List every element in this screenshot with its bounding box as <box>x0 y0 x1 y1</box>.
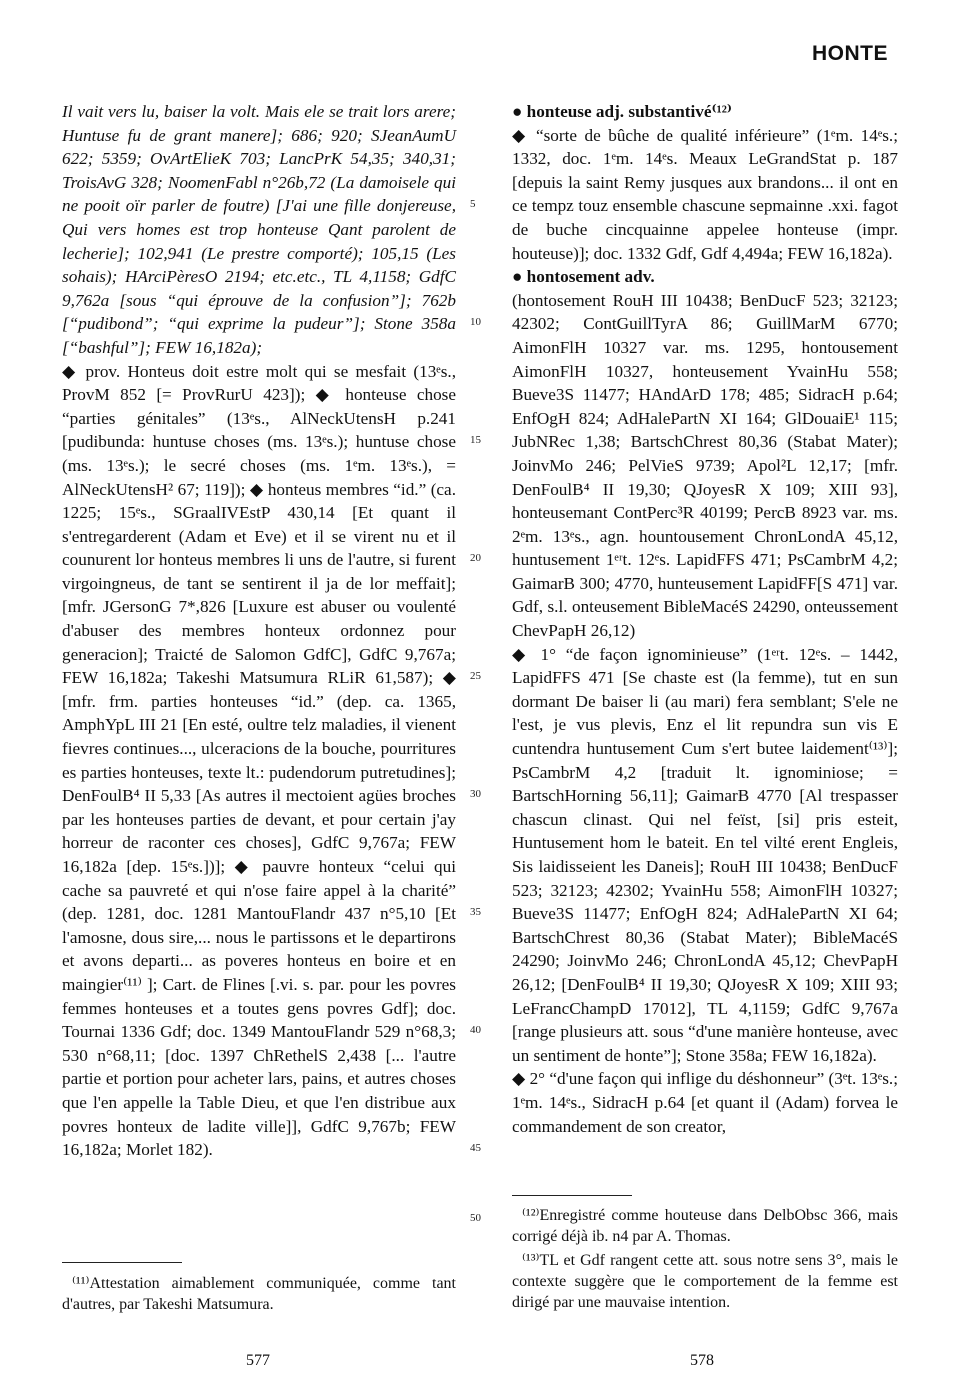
footnote-13: ⁽¹³⁾TL et Gdf rangent cette att. sous notre sens 3°, mais le contexte suggère que le comportement de la femme est dirigé par une mauvaise intention. <box>512 1252 898 1311</box>
entry-body-honteuse: ◆ “sorte de bûche de qualité inférieure” (1ᵉm. 14ᵉs.; 1332, doc. 1ᵉm. 14ᵉs. Meaux LeGrandStat p. 187 [depuis la saint Remy jusques aux brandons... il ont en ce tempz touz ensemble chascune sepmainne .xxi. fagot de buche cincquainne appelee honteuse (impr. houteuse)]; doc. 1332 Gdf, Gdf 4,494a; FEW 16,182a). <box>512 125 898 263</box>
right-column <box>512 100 898 1138</box>
line-number: 25 <box>470 670 481 682</box>
line-number: 20 <box>470 552 481 564</box>
footnote-11: ⁽¹¹⁾Attestation aimablement communiquée, comme tant d'autres, par Takeshi Matsumura. <box>62 1275 456 1313</box>
running-head: HONTE <box>812 42 888 65</box>
left-paragraph-2: ◆ prov. Honteus doit estre molt qui se mesfait (13ᵉs., ProvM 852 [= ProvRurU 423]); ◆ honteuse chose “parties génitales” (13ᵉs., AlNeckUtensH p.241 [pudibunda: huntuse choses (ms. 13ᵉs.); huntuse chose (ms. 13ᵉs.); le secré choses (ms. 1ᵉm. 13ᵉs.), = AlNeckUtensH² 67; 119]); ◆ honteus membres “id.” (ca. 1225; 15ᵉs., SGraalIVEstP 430,14 [Et quant il s'entregarderent (Adam et Eve) et il se virent nu et il counurent lor honteus membres li uns de l'autre, si furent virgoingneus, de tant se sentirent il ja de lor meffait]; [mfr. JGersonG 7*,826 [Luxure est abuser ou voulenté d'abuser des membres honteux ordonnez pour generacion]; Traicté de Salomon GdfC], GdfC 9,767a; FEW 16,182a; Takeshi Matsumura RLiR 61,587); ◆ [mfr. frm. parties honteuses “id.” (dep. ca. 1365, AmphYpL III 21 [En esté, oultre telz maladies, il vienent fievres continues..., ulceracions de la bouche, pourritures es parties honteuses, texte lt.: pudendorum putretudines]; DenFoulB⁴ II 5,33 [As autres il mectoient agües broches par les honteuses parties de devant, et pour certain j'ay horreur de raconter ces choses], GdfC 9,767a; FEW 16,182a [dep. 15ᵉs.])]; ◆ pauvre honteux “celui qui cache sa pauvreté et qui n'ose faire appel à la charité” (dep. 1281, doc. 1281 MantouFlandr 437 n°5,10 [Et l'amosne, dous sire,... nous le partissons et le departirons et avons departi... as poveres honteus en boire et en maingier⁽¹¹⁾ ]; Cart. de Flines [.vi. s. par. pour les povres femmes honteuses et a toutes gens povres Gdf]; doc. Tournai 1336 Gdf; doc. 1349 MantouFlandr 529 n°68,3; 530 n°68,11; [doc. 1397 ChRethelS 2,438 [... l'autre partie et portion pour acheter lars, pains, et autres choses que l'en appelle la Table Dieu, et que l'en distribue aux povres honteux de ladite ville]], GdfC 9,767b; FEW 16,182a; Morlet 182). <box>62 361 456 1160</box>
left-paragraph-1: Il vait vers lu, baiser la volt. Mais ele se trait lors arere; Huntuse fu de grant manere]; 686; 920; SJeanAumU 622; 5359; OvArtElieK 703; LancPrK 54,35; 340,31; TroisAvG 328; NoomenFabl n°26b,72 (La damoisele qui ne pooit oïr parler de foutre) [J'ai une fille donjereuse, Qui vers homes est trop honteuse Qant parolent de lecherie]; 102,941 (Le prestre comporté); 105,15 (Les sohais); HArciPèresO 2194; etc.etc., TL 4,1158; GdfC 9,762a [sous “qui éprouve de la confusion”]; 762b [“pudibond”; “qui exprime la pudeur”]; Stone 358a [“bashful”]; FEW 16,182a); <box>62 102 456 357</box>
entry-heading-hontosement: ● hontosement adv. <box>512 267 655 287</box>
sense-2: ◆ 2° “d'une façon qui inflige du déshonneur” (3ᵉt. 13ᵉs.; 1ᵉm. 14ᵉs., SidracH p.64 [et quant il (Adam) forvea le commandement de son creator, <box>512 1069 898 1136</box>
line-number: 40 <box>470 1024 481 1036</box>
page-number-left: 577 <box>246 1352 270 1369</box>
line-number: 15 <box>470 434 481 446</box>
footnote-rule-right <box>512 1195 632 1196</box>
left-column <box>62 100 456 1162</box>
entry-body-hontosement: (hontosement RouH III 10438; BenDucF 523; 32123; 42302; ContGuillTyrA 86; GuillMarM 6770; AimonFlH 10327 var. ms. 1295, hontousement AimonFlH 10327, honteusement YvainHu 558; Bueve3S 11477; HAndArD 178; 485; SidracH p.64; EnfOgH 824; AdHalePartN XI 164; GlDouaiE¹ 115; JubNRec 1,38; BartschChrest 80,36 (Stabat Mater); JoinvMo 246; PelVieS 9739; Apol²L 12,17; [mfr. DenFoulB⁴ II 19,30; QJoyesR X 109; XIII 93], honteusemant ContPerc³R 40199; PercB 8923 var. ms. 2ᵉm. 13ᵉs., agn. hountousement ChronLondA 45,12, huntusement 1ᵉʳt. 12ᵉs. LapidFFS 471; PsCambrM 4,2; GaimarB 300; 4770, hunteusement LapidFF[S 471] var. Gdf, s.l. onteusement BibleMacéS 24290, onteussement ChevPapH 26,12) <box>512 290 898 641</box>
line-number: 10 <box>470 316 481 328</box>
footnotes-left <box>62 1273 456 1318</box>
entry-heading-honteuse: ● honteuse adj. substantivé⁽¹²⁾ <box>512 102 733 121</box>
page-number-right: 578 <box>690 1352 714 1369</box>
line-number: 50 <box>470 1212 481 1224</box>
footnote-12: ⁽¹²⁾Enregistré comme houteuse dans DelbObsc 366, mais corrigé déjà ib. n4 par A. Thomas. <box>512 1207 898 1245</box>
footnote-rule-left <box>62 1262 182 1263</box>
footnotes-right <box>512 1205 898 1316</box>
line-number: 35 <box>470 906 481 918</box>
line-number: 30 <box>470 788 481 800</box>
line-number: 5 <box>470 198 476 210</box>
line-number: 45 <box>470 1142 481 1154</box>
sense-1: ◆ 1° “de façon ignominieuse” (1ᵉʳt. 12ᵉs. – 1442, LapidFFS 471 [Se chaste est (la femme), tut en sun dormant De baiser li (au mari) fera semblant; S'ele ne l'est, je vus plevis, Enz el lit repundra sun vis E cuntendra huntusement Cum s'ert butee laidement⁽¹³⁾]; PsCambrM 4,2 [traduit lt. ignominiose; = BartschHorning 56,11]; GaimarB 4770 [Al trespasser chascun clinast. Qui nel feïst, [si] pris esteit, Huntusement hom le bateit. En tel vilté erent Engleis, Sis laidisseient les Daneis]; RouH III 10438; BenDucF 523; 32123; 42302; YvainHu 558; AimonFlH 10327; Bueve3S 11477; EnfOgH 824; AdHalePartN XI 64; BartschChrest 80,36 (Stabat Mater); BibleMacéS 24290; JoinvMo 246; ChronLondA 45,12; ChevPapH 26,12; [DenFoulB⁴ II 19,30; QJoyesR X 109; XIII 93; LeFrancChampD 17012], TL 4,1159; GdfC 9,767a [range plusieurs att. sous “d'une manière honteuse, avec un sentiment de honte”]; Stone 358a; FEW 16,182a). <box>512 644 898 1065</box>
